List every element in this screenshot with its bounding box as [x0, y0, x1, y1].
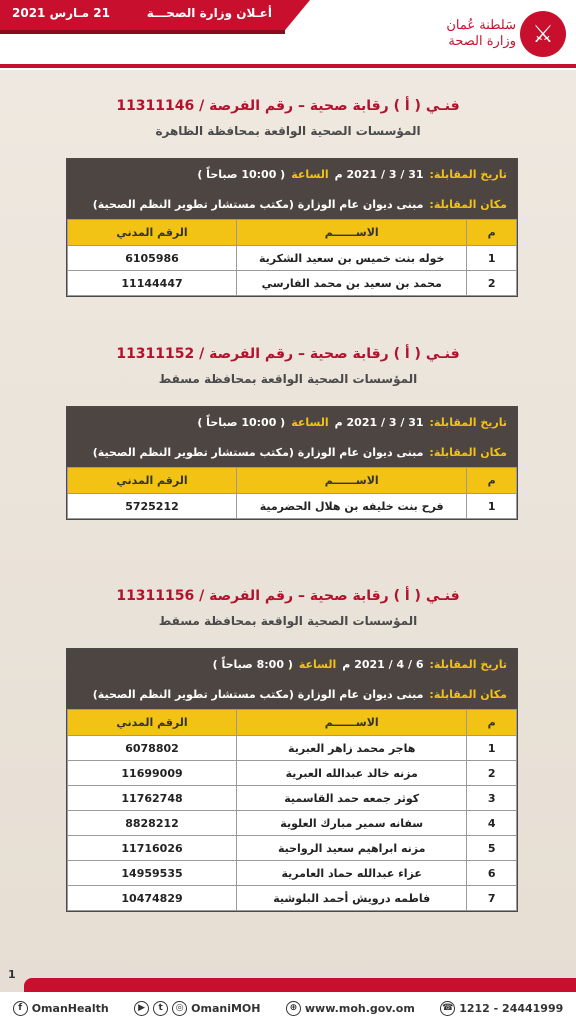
candidates-table: [67, 219, 517, 296]
facebook-link[interactable]: f OmanHealth: [13, 1001, 109, 1016]
phone-icon: ☎: [440, 1001, 455, 1016]
oman-emblem-icon: ⚔: [520, 11, 566, 57]
section-subtitle: المؤسسات الصحية الواقعة بمحافظة الظاهرة: [155, 124, 421, 138]
phone-link[interactable]: ☎ 1212 - 24441999: [442, 1001, 564, 1015]
ministry-logo: [426, 6, 566, 62]
interview-details: [67, 159, 517, 219]
interview-date-line: تاريخ المقابلة: 31 / 3 / 2021 م الساعة ( 10:00 صباحاً ): [197, 415, 507, 429]
interview-box: [66, 406, 518, 520]
interview-date-line: تاريخ المقابلة: 31 / 3 / 2021 م الساعة ( 10:00 صباحاً ): [197, 167, 507, 181]
col-number: م: [467, 468, 517, 494]
col-name: الاســــــم: [236, 468, 466, 494]
candidates-table: [67, 467, 517, 519]
table-row: 5 مزنه ابراهيم سعيد الرواحية 11716026: [68, 836, 517, 861]
col-number: م: [467, 710, 517, 736]
section-title: فنـي ( أ ) رقابة صحية – رقم الفرصة / 11311156: [116, 588, 460, 604]
table-row: 3 كوثر جمعه حمد القاسمية 11762748: [68, 786, 517, 811]
table-row: 2 محمد بن سعيد بن محمد الفارسي 11144447: [68, 271, 517, 296]
table-header-row: [68, 468, 517, 494]
facebook-icon: f: [13, 1001, 28, 1016]
section-title: فنـي ( أ ) رقابة صحية – رقم الفرصة / 11311146: [116, 98, 460, 114]
website-link[interactable]: ⊕ www.moh.gov.om: [286, 1001, 415, 1016]
header-title: أعـلان وزارة الصحـــة: [146, 6, 272, 20]
table-header-row: [68, 710, 517, 736]
logo-text: سَلطنة عُمان وزارة الصحة: [446, 18, 516, 49]
page-header: [0, 0, 576, 70]
header-band-shadow: [0, 30, 285, 34]
section-subtitle: المؤسسات الصحية الواقعة بمحافظة مسقط: [158, 372, 418, 386]
instagram-icon: ◎: [172, 1001, 187, 1016]
interview-details: [67, 407, 517, 467]
header-divider: [0, 64, 576, 68]
table-row: 4 سفانه سمير مبارك العلوية 8828212: [68, 811, 517, 836]
table-row: 6 عزاء عبدالله حماد العامرية 14959535: [68, 861, 517, 886]
table-row: 2 مزنه خالد عبدالله العبرية 11699009: [68, 761, 517, 786]
interview-place-line: مكان المقابلة: مبنى ديوان عام الوزارة (مكتب مستشار تطوير النظم الصحية): [92, 445, 507, 459]
candidates-table: [67, 709, 517, 911]
section-subtitle: المؤسسات الصحية الواقعة بمحافظة مسقط: [158, 614, 418, 628]
col-civil-id: الرقم المدني: [68, 220, 237, 246]
interview-details: [67, 649, 517, 709]
interview-place-line: مكان المقابلة: مبنى ديوان عام الوزارة (مكتب مستشار تطوير النظم الصحية): [92, 687, 507, 701]
interview-date-line: تاريخ المقابلة: 6 / 4 / 2021 م الساعة ( 8:00 صباحاً ): [212, 657, 507, 671]
col-civil-id: الرقم المدني: [68, 710, 237, 736]
table-row: 1 خوله بنت خميس بن سعيد الشكرية 6105986: [68, 246, 517, 271]
interview-box: [66, 158, 518, 297]
twitter-icon: t: [153, 1001, 168, 1016]
footer-band: [24, 978, 576, 992]
table-header-row: [68, 220, 517, 246]
interview-place-line: مكان المقابلة: مبنى ديوان عام الوزارة (مكتب مستشار تطوير النظم الصحية): [92, 197, 507, 211]
youtube-icon: ▶: [134, 1001, 149, 1016]
table-row: 7 فاطمه درويش أحمد البلوشية 10474829: [68, 886, 517, 911]
table-row: 1 هاجر محمد زاهر العبرية 6078802: [68, 736, 517, 761]
col-name: الاســــــم: [237, 710, 467, 736]
header-text: [12, 6, 272, 20]
col-name: الاســــــم: [237, 220, 467, 246]
page-footer: [0, 992, 576, 1024]
table-row: 1 فرح بنت خليفه بن هلال الحضرمية 5725212: [68, 494, 517, 519]
header-date: 21 مـارس 2021: [12, 6, 110, 20]
page-number: 1: [8, 968, 16, 981]
interview-box: [66, 648, 518, 912]
globe-icon: ⊕: [286, 1001, 301, 1016]
col-number: م: [467, 220, 517, 246]
col-civil-id: الرقم المدني: [68, 468, 237, 494]
section-title: فنـي ( أ ) رقابة صحية – رقم الفرصة / 11311152: [116, 346, 460, 362]
social-links[interactable]: ▶ t ◎ OmaniMOH: [134, 1001, 260, 1016]
